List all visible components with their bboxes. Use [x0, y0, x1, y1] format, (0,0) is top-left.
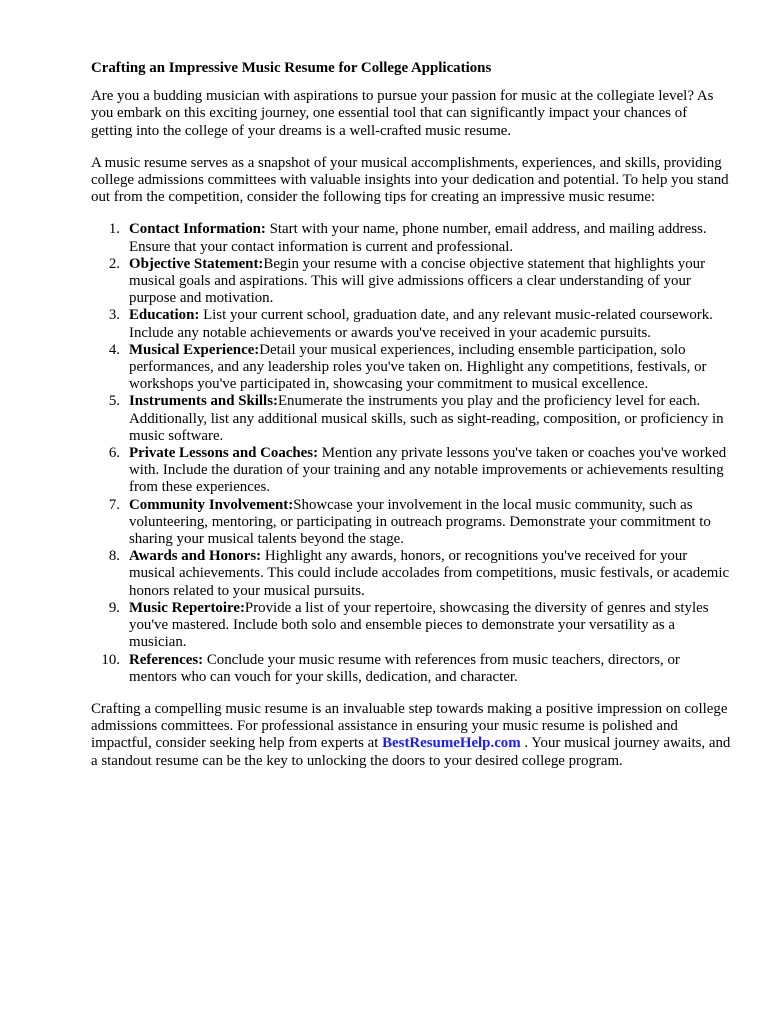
- list-item-number: 8.: [108, 548, 120, 565]
- list-item-number: 2.: [108, 255, 120, 272]
- list-item-term: Education:: [129, 307, 200, 324]
- list-item-number: 4.: [108, 341, 120, 358]
- tips-list: [91, 221, 731, 685]
- list-item-references: [91, 652, 731, 686]
- closing-paragraph: [91, 701, 731, 770]
- list-item-term: Objective Statement:: [129, 255, 264, 272]
- closing-text-after-link: . Your musical journey awaits, and a standout resume can be the key to unlocking the doors to your desired college program.: [91, 735, 731, 769]
- list-item-number: 5.: [108, 393, 120, 410]
- closing-text-before-link: Crafting a compelling music resume is an invaluable step towards making a positive impression on college admissions committees. For professional assistance in ensuring your music resume is polished and impactful, consider seeking help from experts at: [91, 700, 728, 752]
- list-item-instruments-and-skills: [91, 393, 731, 445]
- page-title: Crafting an Impressive Music Resume for College Applications: [91, 60, 492, 76]
- list-item-music-repertoire: [91, 600, 731, 652]
- list-item-number: 10.: [101, 651, 120, 668]
- list-item-text: Showcase your involvement in the local music community, such as volunteering, mentoring, or participating in outreach programs. Demonstrate your commitment to sharing your musical talents beyond the stage.: [129, 496, 711, 548]
- list-item-community-involvement: [91, 497, 731, 549]
- list-item-number: 9.: [108, 599, 120, 616]
- list-item-objective-statement: [91, 256, 731, 308]
- list-item-term: Musical Experience:: [129, 341, 260, 358]
- list-item-number: 6.: [108, 445, 120, 462]
- list-item-text: Enumerate the instruments you play and the proficiency level for each. Additionally, list any additional musical skills, such as sight-reading, composition, or proficiency in music software.: [129, 393, 724, 444]
- list-item-private-lessons-and-coaches: [91, 445, 731, 497]
- list-item-term: References:: [129, 651, 204, 668]
- list-item-text: Start with your name, phone number, email address, and mailing address. Ensure that your contact information is current and professional.: [129, 221, 707, 255]
- list-item-term: Community Involvement:: [129, 496, 294, 513]
- list-item-term: Awards and Honors:: [129, 548, 262, 565]
- list-item-text: Detail your musical experiences, including ensemble participation, solo performances, and any leadership roles you've taken on. Highlight any competitions, festivals, or workshops you've participated in, showcasing your commitment to musical excellence.: [129, 341, 707, 393]
- intro-paragraph-2: A music resume serves as a snapshot of your musical accomplishments, experiences, and skills, providing college admissions committees with valuable insights into your dedication and potential. To help you stand out from the competition, consider the following tips for creating an impressive music resume:: [91, 154, 729, 206]
- list-item-term: Private Lessons and Coaches:: [129, 445, 319, 462]
- list-item-text: Highlight any awards, honors, or recognitions you've received for your musical achievements. This could include accolades from competitions, music festivals, or academic honors related to your musical pursuits.: [129, 548, 730, 599]
- list-item-text: List your current school, graduation date, and any relevant music-related coursework. Include any notable achievements or awards you've received in your academic pursuits.: [129, 307, 713, 341]
- list-item-term: Music Repertoire:: [129, 599, 245, 616]
- list-item-term: Instruments and Skills:: [129, 393, 278, 410]
- list-item-number: 3.: [108, 307, 120, 324]
- best-resume-help-link[interactable]: BestResumeHelp.com: [382, 735, 521, 752]
- list-item-text: Begin your resume with a concise objective statement that highlights your musical goals and aspirations. This will give admissions officers a clear understanding of your purpose and motivation.: [129, 255, 706, 307]
- list-item-contact-information: [91, 221, 731, 255]
- list-item-number: 7.: [108, 496, 120, 513]
- list-item-text: Provide a list of your repertoire, showcasing the diversity of genres and styles you've mastered. Include both solo and ensemble pieces to demonstrate your versatility as a musician.: [129, 599, 709, 651]
- list-item-number: 1.: [108, 221, 120, 238]
- list-item-text: Mention any private lessons you've taken or coaches you've worked with. Include the duration of your training and any notable improvements or achievements resulting from these experiences.: [129, 445, 727, 496]
- list-item-awards-and-honors: [91, 548, 731, 600]
- document-content: [91, 60, 731, 785]
- list-item-term: Contact Information:: [129, 221, 266, 238]
- list-item-musical-experience: [91, 342, 731, 394]
- list-item-education: [91, 307, 731, 341]
- list-item-text: Conclude your music resume with references from music teachers, directors, or mentors who can vouch for your skills, dedication, and character.: [129, 651, 680, 685]
- intro-paragraph-1: Are you a budding musician with aspirations to pursue your passion for music at the collegiate level? As you embark on this exciting journey, one essential tool that can significantly impact your chances of getting into the college of your dreams is a well-crafted music resume.: [91, 88, 714, 139]
